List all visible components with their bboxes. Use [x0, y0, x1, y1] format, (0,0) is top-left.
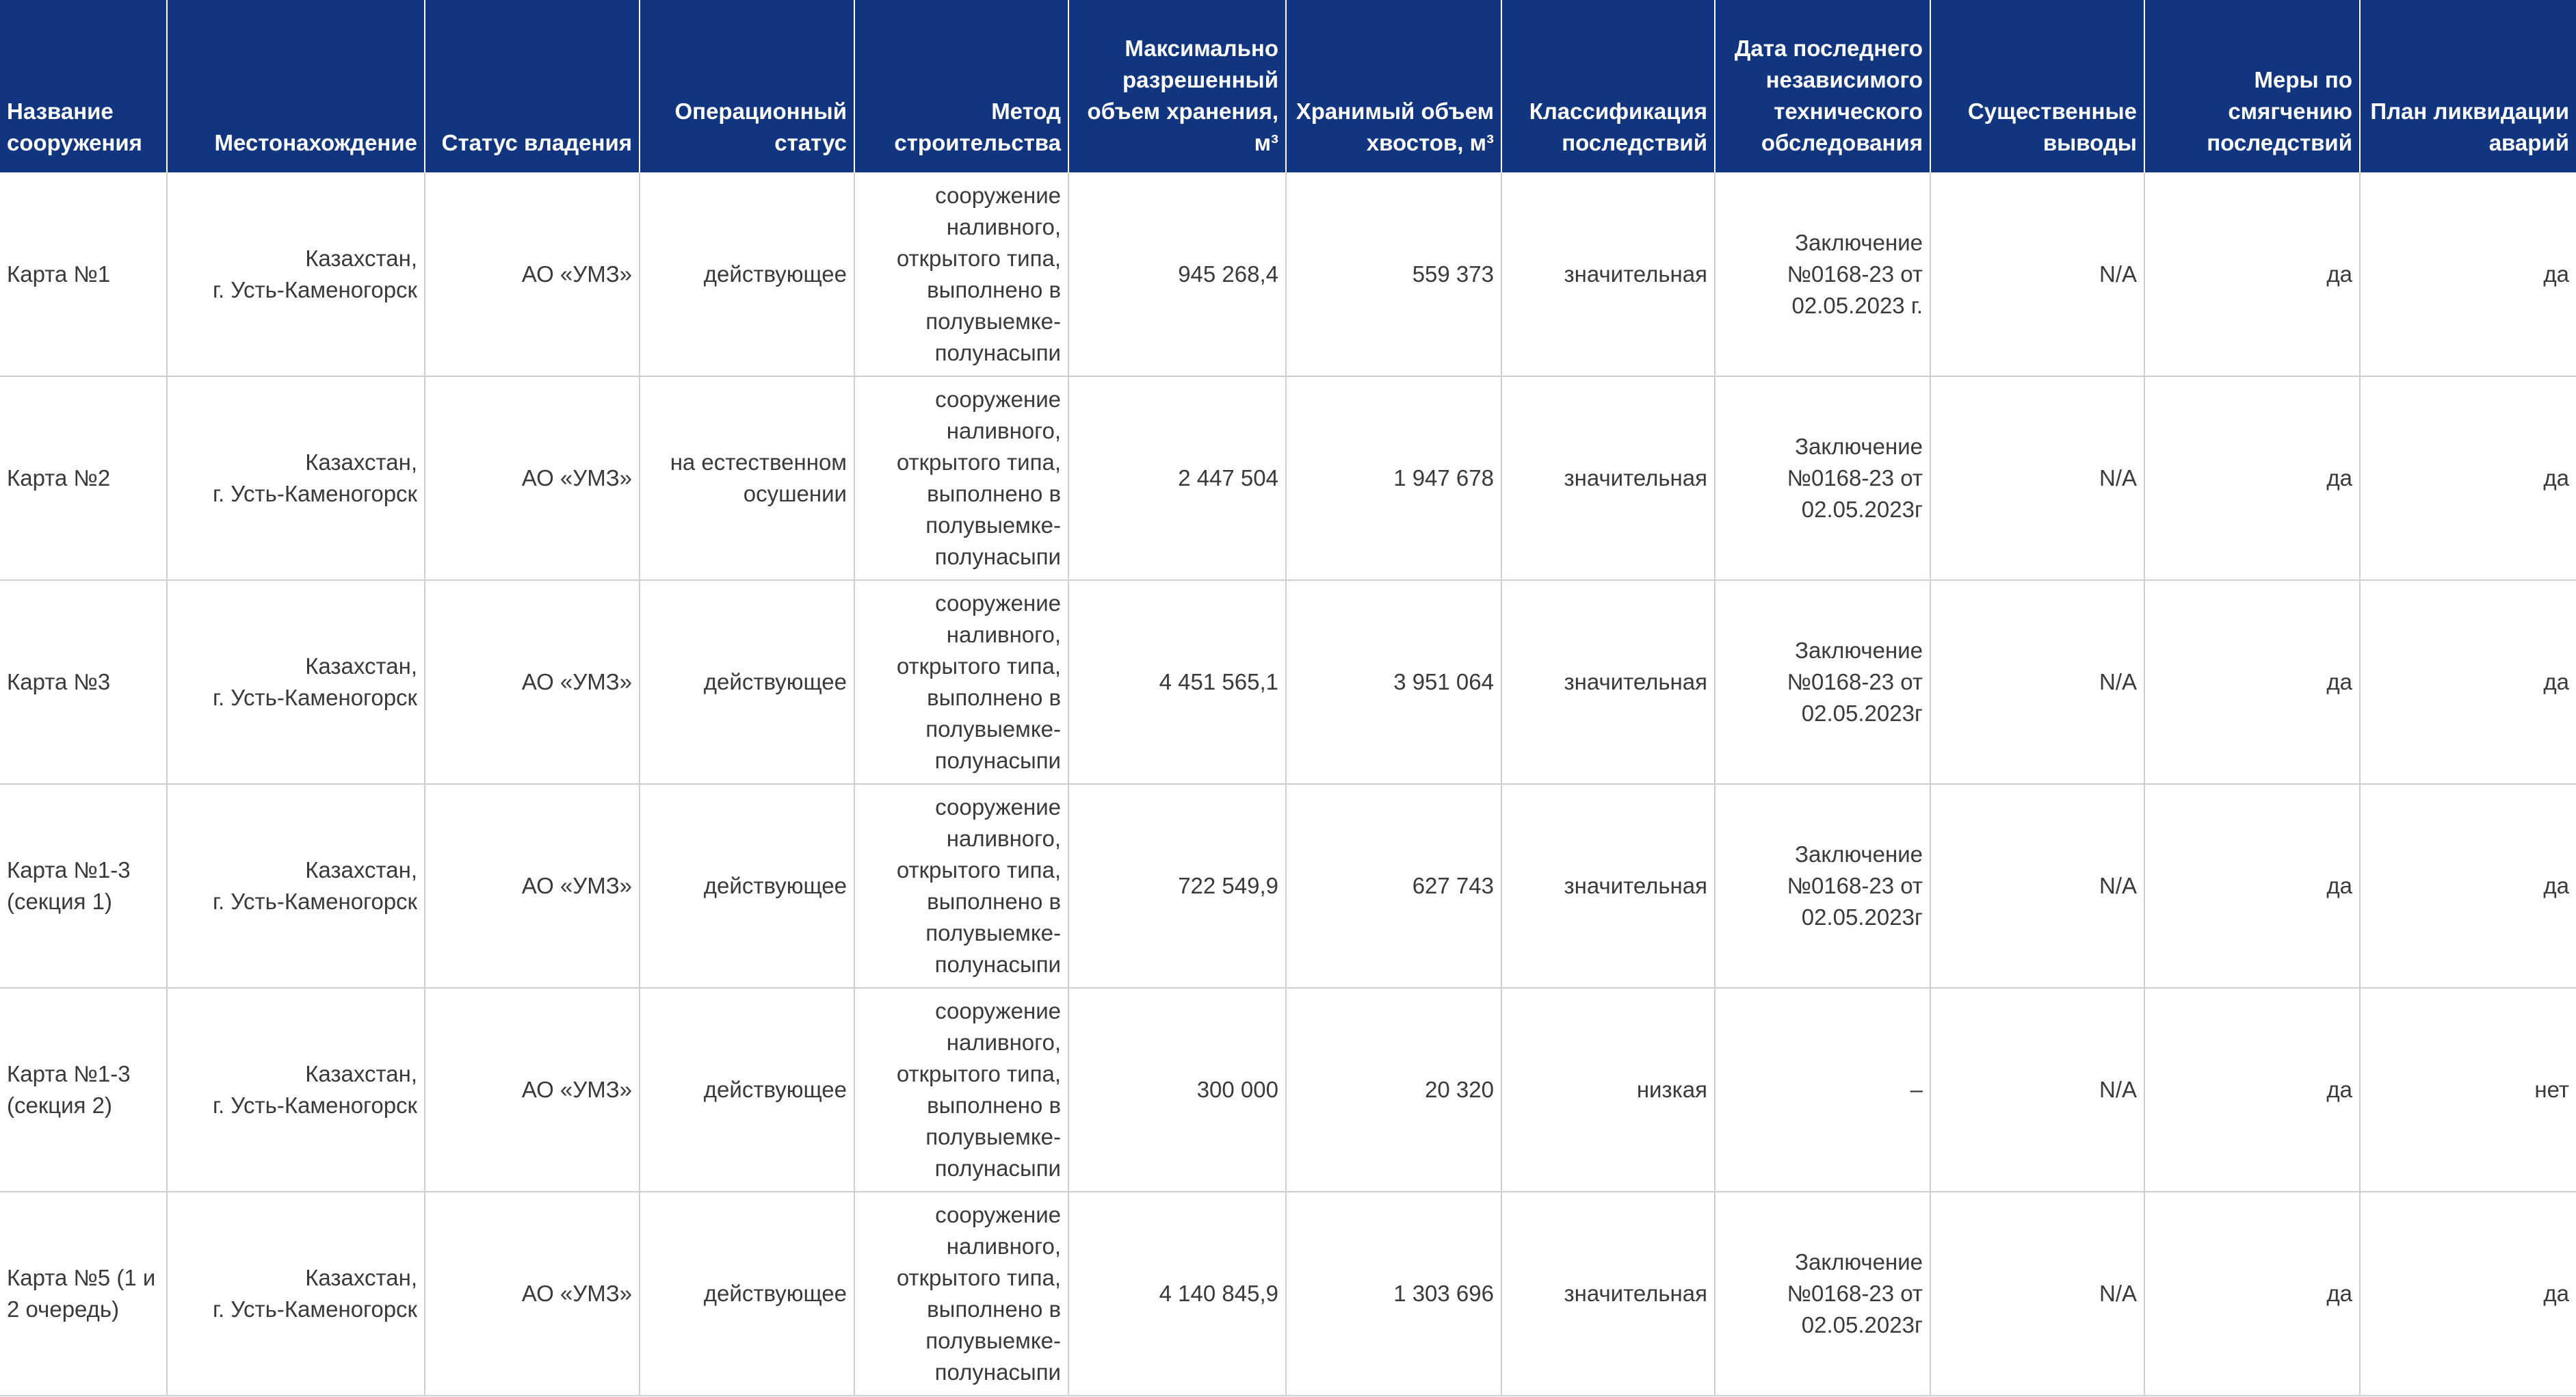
cell-ownership: АО «УМЗ» — [425, 988, 640, 1192]
header-location: Местонахождение — [167, 0, 425, 172]
cell-construction-method: сооружение наливного, открытого типа, выполнено в полувыемке-полунасыпи — [854, 376, 1068, 580]
cell-location-country: Казахстан, — [305, 1061, 417, 1086]
header-row — [0, 0, 2576, 172]
cell-ownership: АО «УМЗ» — [425, 580, 640, 784]
cell-name: Карта №1-3 (секция 1) — [0, 784, 167, 988]
cell-classification: значительная — [1501, 784, 1715, 988]
cell-location-country: Казахстан, — [305, 1265, 417, 1290]
cell-location-city: г. Усть-Каменогорск — [212, 1093, 417, 1118]
cell-findings: N/A — [1930, 376, 2144, 580]
cell-findings: N/A — [1930, 172, 2144, 376]
cell-name: Карта №2 — [0, 376, 167, 580]
cell-inspection-date: Заключение №0168-23 от 02.05.2023г — [1715, 1192, 1930, 1396]
cell-name: Карта №1 — [0, 172, 167, 376]
cell-location-country: Казахстан, — [305, 449, 417, 475]
table-row — [0, 1192, 2576, 1396]
cell-operational-status: действующее — [640, 988, 854, 1192]
header-stored-volume: Хранимый объем хвостов, м³ — [1286, 0, 1501, 172]
cell-name: Карта №1-3 (секция 2) — [0, 988, 167, 1192]
cell-construction-method: сооружение наливного, открытого типа, выполнено в полувыемке-полунасыпи — [854, 784, 1068, 988]
header-construction-method: Метод строительства — [854, 0, 1068, 172]
cell-construction-method: сооружение наливного, открытого типа, выполнено в полувыемке-полунасыпи — [854, 1192, 1068, 1396]
cell-location-city: г. Усть-Каменогорск — [212, 481, 417, 506]
cell-stored-volume: 1 947 678 — [1286, 376, 1501, 580]
header-classification: Классификация последствий — [1501, 0, 1715, 172]
cell-emergency-plan: да — [2360, 376, 2576, 580]
cell-max-volume: 4 140 845,9 — [1068, 1192, 1286, 1396]
header-inspection-date: Дата последнего независимого технического обследования — [1715, 0, 1930, 172]
cell-operational-status: действующее — [640, 1192, 854, 1396]
cell-location — [167, 1192, 425, 1396]
cell-max-volume: 300 000 — [1068, 988, 1286, 1192]
table-row — [0, 988, 2576, 1192]
header-ownership: Статус владения — [425, 0, 640, 172]
cell-inspection-date: Заключение №0168-23 от 02.05.2023г — [1715, 580, 1930, 784]
cell-name: Карта №3 — [0, 580, 167, 784]
header-findings: Существенные выводы — [1930, 0, 2144, 172]
cell-ownership: АО «УМЗ» — [425, 1192, 640, 1396]
cell-findings: N/A — [1930, 784, 2144, 988]
cell-findings: N/A — [1930, 580, 2144, 784]
cell-max-volume: 722 549,9 — [1068, 784, 1286, 988]
cell-stored-volume: 3 951 064 — [1286, 580, 1501, 784]
cell-location-city: г. Усть-Каменогорск — [212, 276, 417, 302]
cell-mitigation: да — [2144, 988, 2360, 1192]
table-row — [0, 376, 2576, 580]
cell-location — [167, 784, 425, 988]
cell-classification: значительная — [1501, 580, 1715, 784]
cell-findings: N/A — [1930, 1192, 2144, 1396]
cell-emergency-plan: нет — [2360, 988, 2576, 1192]
cell-ownership: АО «УМЗ» — [425, 784, 640, 988]
cell-location-city: г. Усть-Каменогорск — [212, 685, 417, 710]
cell-ownership: АО «УМЗ» — [425, 172, 640, 376]
cell-operational-status: действующее — [640, 784, 854, 988]
table-body — [0, 172, 2576, 1396]
cell-inspection-date: Заключение №0168-23 от 02.05.2023г — [1715, 784, 1930, 988]
cell-mitigation: да — [2144, 784, 2360, 988]
table-row — [0, 580, 2576, 784]
cell-location — [167, 988, 425, 1192]
cell-max-volume: 2 447 504 — [1068, 376, 1286, 580]
table-header — [0, 0, 2576, 172]
cell-operational-status: на естественном осушении — [640, 376, 854, 580]
cell-location-city: г. Усть-Каменогорск — [212, 889, 417, 914]
cell-ownership: АО «УМЗ» — [425, 376, 640, 580]
table-row — [0, 172, 2576, 376]
cell-operational-status: действующее — [640, 580, 854, 784]
cell-emergency-plan: да — [2360, 172, 2576, 376]
cell-stored-volume: 627 743 — [1286, 784, 1501, 988]
cell-stored-volume: 20 320 — [1286, 988, 1501, 1192]
cell-emergency-plan: да — [2360, 1192, 2576, 1396]
cell-construction-method: сооружение наливного, открытого типа, выполнено в полувыемке-полунасыпи — [854, 580, 1068, 784]
cell-mitigation: да — [2144, 376, 2360, 580]
cell-construction-method: сооружение наливного, открытого типа, выполнено в полувыемке-полунасыпи — [854, 172, 1068, 376]
cell-location-country: Казахстан, — [305, 245, 417, 271]
cell-stored-volume: 559 373 — [1286, 172, 1501, 376]
header-mitigation: Меры по смягчению последствий — [2144, 0, 2360, 172]
cell-classification: низкая — [1501, 988, 1715, 1192]
cell-inspection-date: Заключение №0168-23 от 02.05.2023г — [1715, 376, 1930, 580]
header-max-volume: Максимально разрешенный объем хранения, м³ — [1068, 0, 1286, 172]
cell-findings: N/A — [1930, 988, 2144, 1192]
cell-location-country: Казахстан, — [305, 857, 417, 883]
header-emergency-plan: План ликвидации аварий — [2360, 0, 2576, 172]
cell-emergency-plan: да — [2360, 784, 2576, 988]
cell-classification: значительная — [1501, 172, 1715, 376]
cell-classification: значительная — [1501, 376, 1715, 580]
cell-max-volume: 4 451 565,1 — [1068, 580, 1286, 784]
cell-operational-status: действующее — [640, 172, 854, 376]
cell-mitigation: да — [2144, 172, 2360, 376]
cell-inspection-date: Заключение №0168-23 от 02.05.2023 г. — [1715, 172, 1930, 376]
cell-location-city: г. Усть-Каменогорск — [212, 1296, 417, 1322]
cell-mitigation: да — [2144, 1192, 2360, 1396]
cell-location-country: Казахстан, — [305, 653, 417, 679]
cell-construction-method: сооружение наливного, открытого типа, выполнено в полувыемке-полунасыпи — [854, 988, 1068, 1192]
table-row — [0, 784, 2576, 988]
cell-max-volume: 945 268,4 — [1068, 172, 1286, 376]
cell-emergency-plan: да — [2360, 580, 2576, 784]
cell-stored-volume: 1 303 696 — [1286, 1192, 1501, 1396]
cell-mitigation: да — [2144, 580, 2360, 784]
cell-location — [167, 172, 425, 376]
cell-classification: значительная — [1501, 1192, 1715, 1396]
cell-location — [167, 376, 425, 580]
cell-location — [167, 580, 425, 784]
cell-inspection-date: – — [1715, 988, 1930, 1192]
header-name: Название сооружения — [0, 0, 167, 172]
header-operational-status: Операционный статус — [640, 0, 854, 172]
cell-name: Карта №5 (1 и 2 очередь) — [0, 1192, 167, 1396]
